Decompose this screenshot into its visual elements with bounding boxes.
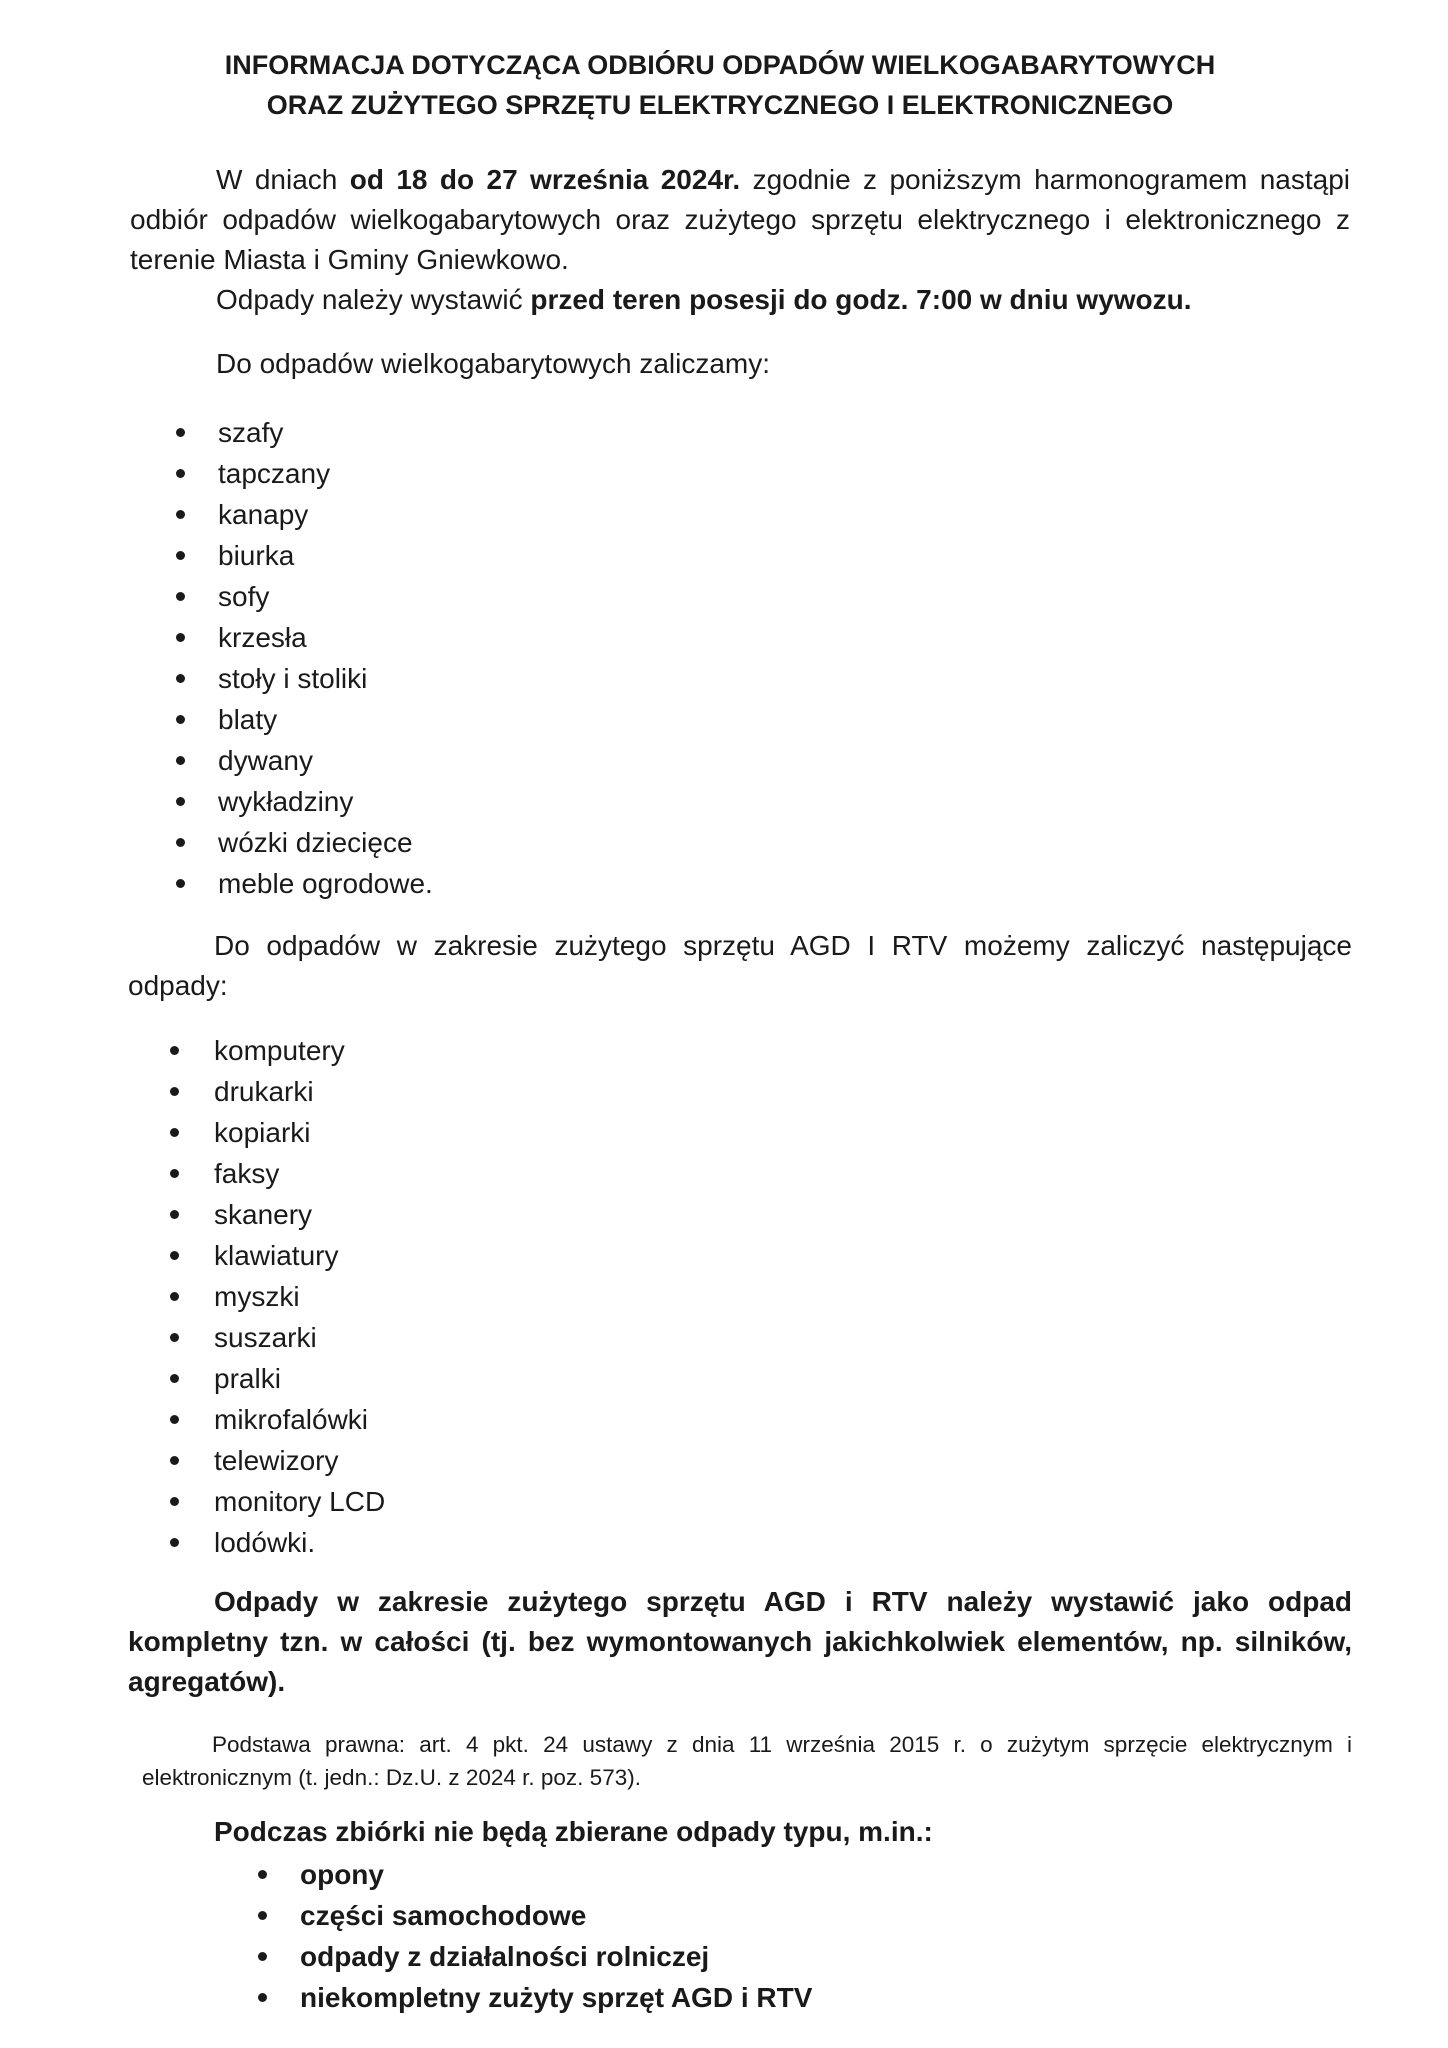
- bullet-icon: [176, 592, 185, 601]
- bullet-icon: [170, 1415, 179, 1424]
- list-item: [176, 494, 976, 535]
- list-item-label: lodówki.: [214, 1527, 316, 1558]
- list-item: [258, 1854, 1158, 1895]
- list-item: [176, 740, 976, 781]
- list-item-label: meble ogrodowe.: [218, 868, 433, 899]
- list-item-label: skanery: [214, 1199, 313, 1230]
- list-item: [176, 617, 976, 658]
- list-item: [170, 1235, 970, 1276]
- list-item-label: szafy: [218, 417, 284, 448]
- bullet-icon: [176, 756, 185, 765]
- bullet-icon: [258, 1911, 267, 1920]
- bullet-icon: [258, 1993, 267, 2002]
- bullet-icon: [170, 1456, 179, 1465]
- electronics-heading: Do odpadów w zakresie zużytego sprzętu AGD I RTV możemy zaliczyć następujące odpady:: [128, 930, 1352, 1001]
- list-item: [170, 1194, 970, 1235]
- legal-basis: Podstawa prawna: art. 4 pkt. 24 ustawy z dnia 11 września 2015 r. o zużytym sprzęcie elektrycznym i elektronicznym (t. jedn.: Dz.U. z 2024 r. poz. 573).: [142, 1732, 1352, 1790]
- bullet-icon: [170, 1251, 179, 1260]
- bullet-icon: [176, 469, 185, 478]
- bullet-icon: [176, 633, 185, 642]
- list-item: [258, 1977, 1158, 2018]
- list-item-label: biurka: [218, 540, 295, 571]
- list-item: [170, 1112, 970, 1153]
- bullet-icon: [176, 674, 185, 683]
- list-item-label: myszki: [214, 1281, 300, 1312]
- list-item: [176, 863, 976, 904]
- list-item: [170, 1481, 970, 1522]
- list-item: [176, 658, 976, 699]
- list-item-label: wózki dziecięce: [218, 827, 413, 858]
- placement-text: Odpady należy wystawić: [216, 284, 531, 315]
- list-item-label: krzesła: [218, 622, 307, 653]
- list-item-label: klawiatury: [214, 1240, 339, 1271]
- excluded-list: [258, 1854, 1158, 2018]
- list-item: [170, 1317, 970, 1358]
- intro-paragraph: [130, 160, 1350, 280]
- list-item-label: faksy: [214, 1158, 280, 1189]
- bullet-icon: [258, 1870, 267, 1879]
- list-item: [170, 1522, 970, 1563]
- list-item-label: opony: [300, 1859, 384, 1890]
- list-item: [258, 1936, 1158, 1977]
- intro-dates: od 18 do 27 września 2024r.: [349, 164, 741, 195]
- list-item-label: drukarki: [214, 1076, 314, 1107]
- list-item: [176, 535, 976, 576]
- list-item-label: pralki: [214, 1363, 281, 1394]
- title-line-1: INFORMACJA DOTYCZĄCA ODBIÓRU ODPADÓW WIELKOGABARYTOWYCH: [224, 50, 1216, 80]
- list-item-label: suszarki: [214, 1322, 317, 1353]
- bullet-icon: [176, 551, 185, 560]
- list-item: [170, 1153, 970, 1194]
- notice-paragraph: Odpady w zakresie zużytego sprzętu AGD i RTV należy wystawić jako odpad kompletny tzn. w całości (tj. bez wymontowanych jakichkolwiek elementów, np. silników, agregatów).: [128, 1586, 1352, 1697]
- list-item-label: monitory LCD: [214, 1486, 386, 1517]
- bullet-icon: [170, 1046, 179, 1055]
- excluded-heading: Podczas zbiórki nie będą zbierane odpady typu, m.in.:: [214, 1816, 933, 1847]
- list-item: [170, 1071, 970, 1112]
- bullet-icon: [170, 1292, 179, 1301]
- placement-deadline: przed teren posesji do godz. 7:00 w dniu wywozu.: [530, 284, 1192, 315]
- bullet-icon: [170, 1210, 179, 1219]
- bullet-icon: [170, 1538, 179, 1547]
- list-item-label: mikrofalówki: [214, 1404, 369, 1435]
- list-item: [176, 822, 976, 863]
- list-item: [176, 699, 976, 740]
- list-item-label: odpady z działalności rolniczej: [300, 1941, 710, 1972]
- list-item-label: niekompletny zużyty sprzęt AGD i RTV: [300, 1982, 813, 2013]
- bulky-list: [176, 412, 976, 904]
- list-item: [170, 1440, 970, 1481]
- list-item-label: części samochodowe: [300, 1900, 587, 1931]
- bullet-icon: [258, 1952, 267, 1961]
- intro-text-c: zgodnie z poniższym harmonogramem nastąpi odbiór odpadów wielkogabarytowych oraz zużytego sprzętu elektrycznego i elektronicznego z terenie Miasta i Gminy Gniewkowo.: [130, 164, 1351, 275]
- title-line-2: ORAZ ZUŻYTEGO SPRZĘTU ELEKTRYCZNEGO I ELEKTRONICZNEGO: [266, 90, 1174, 120]
- list-item: [170, 1030, 970, 1071]
- list-item: [176, 412, 976, 453]
- bullet-icon: [176, 715, 185, 724]
- bullet-icon: [170, 1169, 179, 1178]
- bullet-icon: [170, 1128, 179, 1137]
- list-item: [170, 1358, 970, 1399]
- bulky-heading: Do odpadów wielkogabarytowych zaliczamy:: [216, 348, 771, 379]
- bullet-icon: [170, 1087, 179, 1096]
- electronics-list: [170, 1030, 970, 1563]
- list-item: [170, 1276, 970, 1317]
- bullet-icon: [170, 1374, 179, 1383]
- bullet-icon: [170, 1333, 179, 1342]
- list-item: [258, 1895, 1158, 1936]
- list-item-label: dywany: [218, 745, 313, 776]
- bullet-icon: [170, 1497, 179, 1506]
- list-item-label: telewizory: [214, 1445, 339, 1476]
- list-item-label: kopiarki: [214, 1117, 311, 1148]
- list-item-label: komputery: [214, 1035, 345, 1066]
- list-item-label: blaty: [218, 704, 278, 735]
- list-item-label: kanapy: [218, 499, 309, 530]
- placement-paragraph: [216, 280, 1356, 320]
- bullet-icon: [176, 879, 185, 888]
- bullet-icon: [176, 797, 185, 806]
- bullet-icon: [176, 510, 185, 519]
- list-item: [176, 576, 976, 617]
- bullet-icon: [176, 428, 185, 437]
- list-item-label: sofy: [218, 581, 270, 612]
- list-item: [176, 781, 976, 822]
- bullet-icon: [176, 838, 185, 847]
- list-item-label: tapczany: [218, 458, 331, 489]
- intro-text-a: W dniach: [216, 164, 350, 195]
- list-item-label: stoły i stoliki: [218, 663, 368, 694]
- list-item: [170, 1399, 970, 1440]
- list-item-label: wykładziny: [218, 786, 354, 817]
- list-item: [176, 453, 976, 494]
